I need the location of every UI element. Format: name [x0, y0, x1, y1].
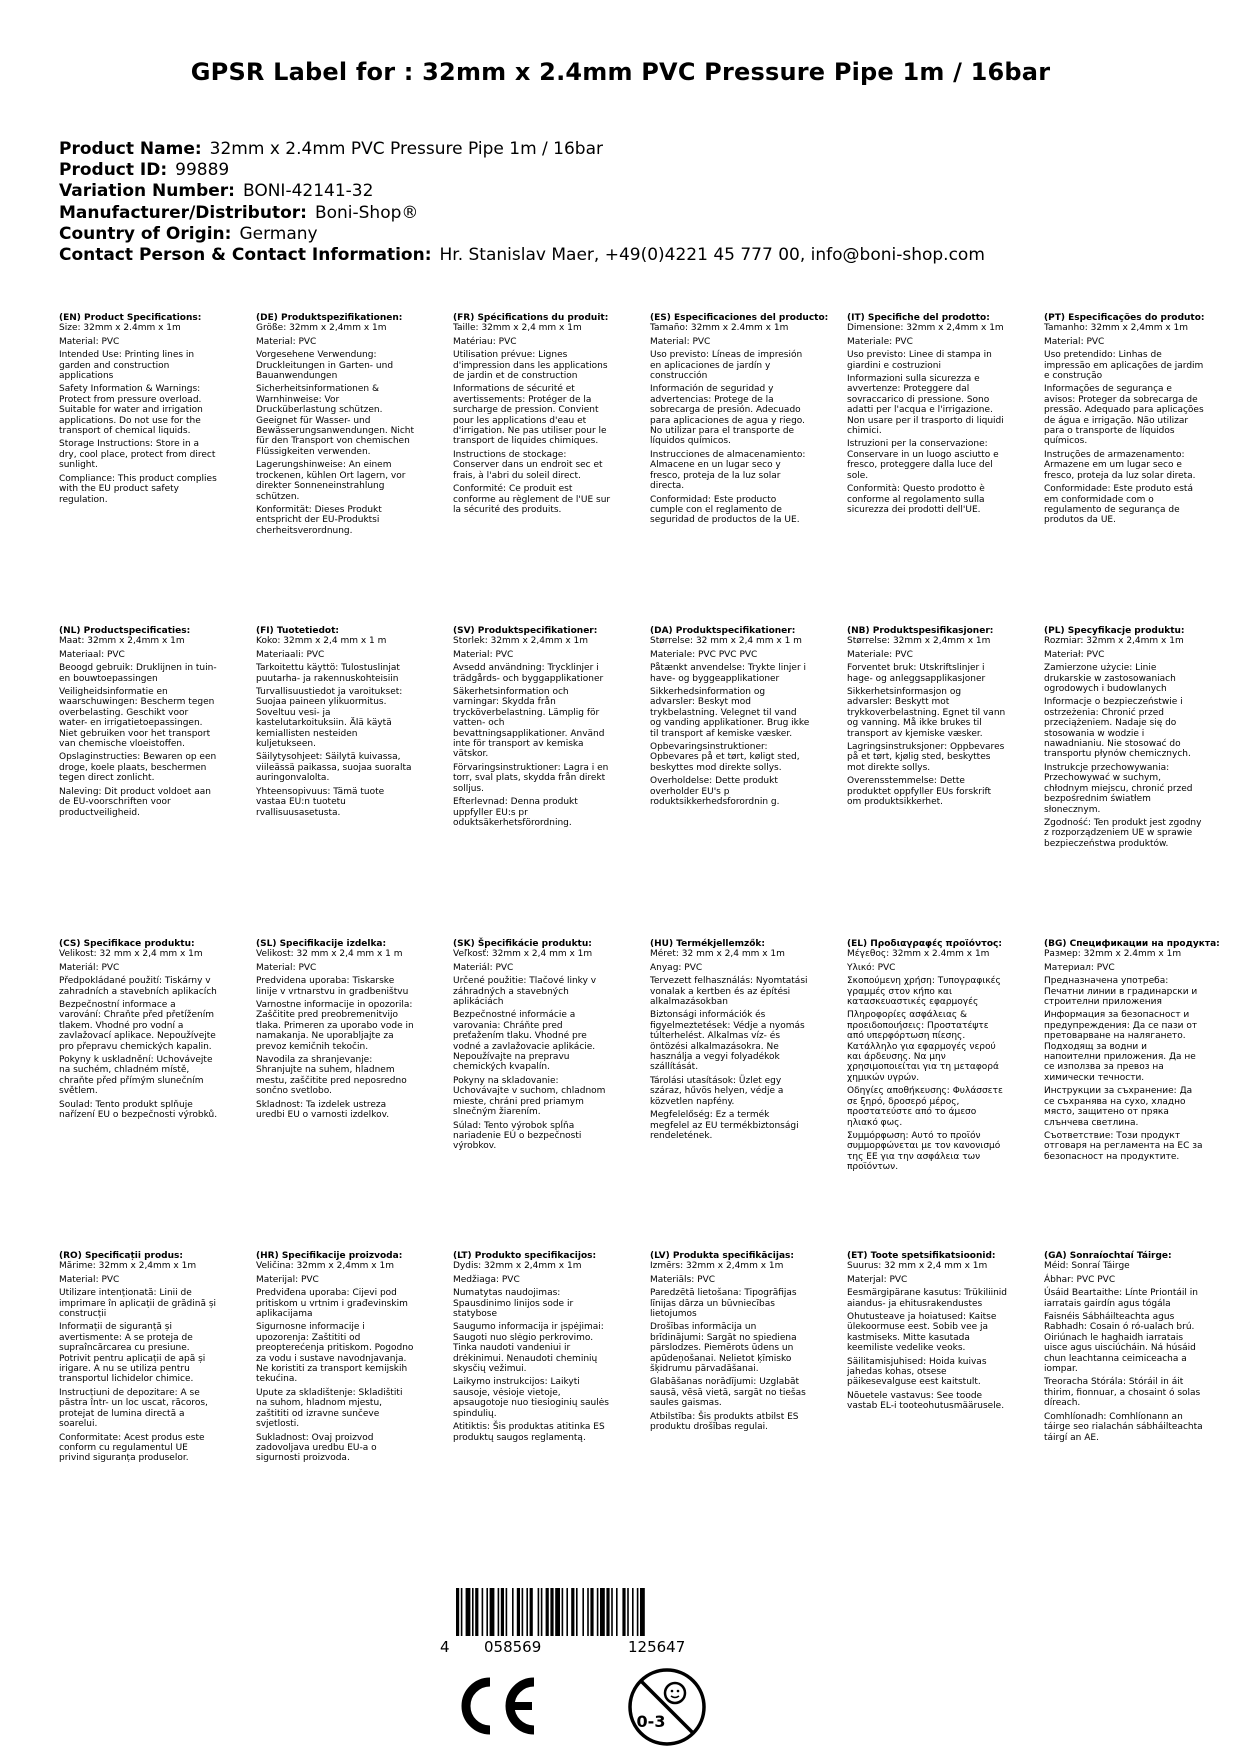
barcode-bar: [562, 1588, 564, 1636]
spec-line: Größe: 32mm x 2,4mm x 1m: [256, 323, 387, 334]
spec-line: Glabāšanas norādījumi: Uzglabāt sausā, vēsā vietā, sargāt no tiešas saules gaismas.: [650, 1377, 806, 1409]
spec-line: Material: PVC: [650, 336, 711, 347]
barcode-bar: [541, 1588, 543, 1636]
product-name-row: [59, 139, 985, 160]
spec-line: Veličina: 32mm x 2,4mm x 1m: [256, 1261, 394, 1272]
spec-line: Материал: PVC: [1044, 962, 1115, 973]
spec-line: Material: PVC: [256, 962, 317, 973]
spec-line: Materiale: PVC: [847, 336, 913, 347]
spec-line: Istruzioni per la conservazione: Conservare in un luogo asciutto e fresco, proteggere dalla luce del sole.: [847, 439, 999, 481]
barcode-bar: [512, 1588, 514, 1636]
spec-line: Material: PVC: [59, 1274, 120, 1285]
spec-block: [1044, 626, 1204, 852]
spec-heading: (NL) Productspecificaties:: [59, 626, 191, 636]
ce-mark-icon: [452, 1676, 538, 1736]
barcode-bar: [622, 1588, 625, 1636]
spec-line: Materijal: PVC: [256, 1274, 319, 1285]
product-id-label: Product ID:: [59, 160, 168, 181]
spec-line: Anyag: PVC: [650, 962, 703, 973]
spec-line: Veľkosť: 32mm x 2,4 mm x 1m: [453, 949, 593, 960]
barcode-bar: [546, 1588, 549, 1636]
spec-block: [59, 313, 219, 508]
manufacturer-label: Manufacturer/Distributor:: [59, 202, 307, 223]
spec-line: Yhteensopivuus: Tämä tuote vastaa EU:n tuotetu rvallisuusasetusta.: [256, 786, 385, 818]
spec-block: [1044, 1251, 1204, 1446]
barcode-bar: [506, 1588, 508, 1636]
spec-block: [650, 1251, 810, 1436]
spec-block: [650, 939, 810, 1144]
spec-line: Upute za skladištenje: Skladištiti na suhom, hladnom mjestu, zaštititi od izravne sunčeve svjetlosti.: [256, 1387, 403, 1430]
spec-line: Overensstemmelse: Dette produktet oppfyller EUs forskrift om produktsikkerhet.: [847, 776, 992, 808]
spec-line: Instrucciones de almacenamiento: Almacene en un lugar seco y fresco, proteja de la luz solar directa.: [650, 449, 806, 492]
spec-line: Materiale: PVC PVC PVC: [650, 649, 758, 660]
spec-line: Předpokládané použití: Tiskárny v zahradních a stavebních aplikacích: [59, 976, 217, 997]
spec-line: Materiál: PVC: [453, 962, 514, 973]
spec-heading: (EN) Product Specifications:: [59, 313, 202, 323]
spec-heading: (FR) Spécifications du produit:: [453, 313, 609, 323]
product-name-label: Product Name:: [59, 139, 202, 159]
spec-line: Utilisation prévue: Lignes d'impression dans les applications de jardin et de construction: [453, 350, 608, 382]
barcode-digits-left: 058569: [484, 1638, 542, 1656]
barcode-bar: [627, 1588, 629, 1636]
spec-line: Lagerungshinweise: An einem trockenen, kühlen Ort lagern, vor direkter Sonneneinstrahlung schützen.: [256, 460, 406, 502]
spec-line: Intended Use: Printing lines in garden and construction applications: [59, 350, 195, 382]
spec-line: Conformidad: Este producto cumple con el reglamento de seguridad de productos de la UE.: [650, 494, 800, 526]
barcode-bar: [566, 1588, 568, 1636]
spec-line: Säilitamisjuhised: Hoida kuivas jahedas kohas, otsese päikesevalguse eest kaitstult.: [847, 1356, 987, 1388]
spec-line: Naleving: Dit product voldoet aan de EU-voorschriften voor productveiligheid.: [59, 786, 211, 818]
spec-heading: (ES) Especificaciones del producto:: [650, 313, 829, 323]
contact-value: Hr. Stanislav Maer, +49(0)4221 45 777 00, info@boni-shop.com: [439, 245, 985, 266]
barcode-bar: [576, 1588, 578, 1636]
spec-block: [453, 939, 613, 1155]
spec-heading: (FI) Tuotetiedot:: [256, 626, 340, 636]
spec-line: Velikost: 32 mm x 2,4 mm x 1 m: [256, 949, 403, 960]
spec-line: Saugumo informacija ir įspėjimai: Saugoti nuo slėgio perkrovimo. Tinka naudoti vandeniui ir drėkinimui. Nenaudoti cheminių skysčių vežimui.: [453, 1322, 604, 1375]
barcode-bar: [538, 1588, 540, 1636]
spec-line: Säkerhetsinformation och varningar: Skydda från trycköverbelastning. Lämplig för vatten- och bevattningsapplikationer. Använd inte för transport av kemiska vätskor.: [453, 687, 605, 760]
spec-line: Informații de siguranță și avertismente: A se proteja de supraîncărcarea cu presiune. Potrivit pentru aplicații de apă și irigare. A nu se utiliza pentru transportul lichidelor chimice.: [59, 1322, 206, 1385]
spec-line: Izmērs: 32mm x 2,4mm x 1m: [650, 1261, 784, 1272]
spec-line: Instrucțiuni de depozitare: A se păstra într- un loc uscat, răcoros, protejat de lumina directă a soarelui.: [59, 1387, 208, 1430]
spec-line: Navodila za shranjevanje: Shranjujte na suhem, hladnem mestu, zaščitite pred neposredno sončno svetlobo.: [256, 1055, 407, 1097]
spec-heading: (BG) Спецификации на продукта:: [1044, 939, 1220, 949]
spec-line: Materiaali: PVC: [256, 649, 325, 660]
spec-heading: (GA) Sonraíochtaí Táirge:: [1044, 1251, 1172, 1261]
spec-line: Dydis: 32mm x 2,4mm x 1m: [453, 1261, 582, 1272]
barcode-digit-prefix: 4: [440, 1638, 450, 1656]
spec-block: [59, 939, 219, 1124]
barcode-bar: [526, 1588, 528, 1636]
spec-line: Treoracha Stórála: Stóráil in áit thirim, fionnuar, a chosaint ó solas díreach.: [1044, 1377, 1201, 1409]
barcode-bar: [472, 1588, 474, 1636]
spec-block: [650, 626, 810, 811]
spec-line: Méret: 32 mm x 2,4 mm x 1m: [650, 949, 785, 960]
barcode-bar: [640, 1588, 645, 1636]
product-id-value: 99889: [175, 160, 230, 181]
barcode-bar: [466, 1588, 471, 1636]
spec-line: Overholdelse: Dette produkt overholder EU's p roduktsikkerhedsforordnin g.: [650, 776, 780, 808]
spec-line: Beoogd gebruik: Druklijnen in tuin- en bouwtoepassingen: [59, 663, 217, 684]
spec-line: Informations de sécurité et avertissements: Protéger de la surcharge de pression. Convient pour les applications d'eau et d'irrigation. Ne pas utiliser pour le transport de liquides chimiques.: [453, 384, 607, 447]
spec-heading: (EL) Προδιαγραφές προϊόντος:: [847, 939, 1002, 949]
spec-line: Storlek: 32mm x 2,4mm x 1m: [453, 636, 589, 647]
spec-block: [650, 313, 829, 529]
spec-line: Safety Information & Warnings: Protect from pressure overload. Suitable for water and irrigation applications. Do not use for the transport of chemical liquids.: [59, 384, 203, 437]
spec-line: Material: PVC: [256, 336, 317, 347]
spec-line: Съответствие: Този продукт отговаря на регламента на ЕС за безопасност на продуктите.: [1044, 1130, 1203, 1162]
spec-line: Maat: 32mm x 2,4mm x 1m: [59, 636, 185, 647]
spec-line: Pokyny k uskladnění: Uchovávejte na suchém, chladném místě, chraňte před přímým slunečním světlem.: [59, 1055, 213, 1097]
barcode-bar: [597, 1588, 599, 1636]
spec-line: Размер: 32mm x 2.4mm x 1m: [1044, 949, 1182, 960]
barcode-bar: [475, 1588, 478, 1636]
spec-line: Storage Instructions: Store in a dry, cool place, protect from direct sunlight.: [59, 439, 216, 471]
spec-line: Vorgesehene Verwendung: Druckleitungen in Garten- und Bauanwendungen: [256, 350, 394, 382]
variation-number-label: Variation Number:: [59, 181, 235, 202]
spec-line: Συμμόρφωση: Αυτό το προϊόν συμμορφώνεται με τον κανονισμό της ΕΕ για την ασφάλεια των προϊόντων.: [847, 1130, 1001, 1173]
spec-line: Предназначена употреба: Печатни линии в градинарски и строителни приложения: [1044, 976, 1198, 1008]
spec-line: Sikkerhedsinformation og advarsler: Beskyt mod trykbelastning. Velegnet til vand og vanding applikationer. Brug ikke til transport af kemiske væsker.: [650, 687, 810, 739]
country-of-origin-label: Country of Origin:: [59, 223, 232, 244]
barcode-bar: [456, 1588, 459, 1636]
barcode-bar: [498, 1588, 500, 1636]
spec-line: Οδηγίες αποθήκευσης: Φυλάσσετε σε ξηρό, δροσερό μέρος, προστατεύστε από το άμεσο ηλιακό φως.: [847, 1086, 1003, 1128]
spec-heading: (RO) Specificații produs:: [59, 1251, 183, 1261]
spec-line: Nõuetele vastavus: See toode vastab EL-i tooteohutusmäärusele.: [847, 1390, 1005, 1412]
spec-block: [453, 626, 613, 831]
spec-heading: (LT) Produkto specifikacijos:: [453, 1251, 597, 1261]
spec-line: Σκοπούμενη χρήση: Τυπογραφικές γραμμές στον κήπο και κατασκευαστικές εφαρμογές: [847, 976, 1001, 1008]
spec-line: Materiaal: PVC: [59, 649, 125, 660]
barcode-bar: [632, 1588, 634, 1636]
barcode-bar: [530, 1588, 533, 1636]
spec-line: Πληροφορίες ασφάλειας & προειδοποιήσεις: Προστατέψτε από υπερφόρτωση πίεσης. Κατάλληλο για εφαρμογές νερού και άρδευσης. Να μην χρησιμοποιείται για τη μεταφορά χημικών υγρών.: [847, 1010, 999, 1083]
spec-block: [1044, 939, 1220, 1165]
spec-line: Pokyny na skladovanie: Uchovávajte v suchom, chladnom mieste, chráni pred priamym slnečným žiarením.: [453, 1075, 606, 1118]
spec-line: Tárolási utasítások: Üzlet egy száraz, hűvös helyen, védje a közvetlen napfény.: [650, 1075, 784, 1107]
spec-block: [256, 626, 416, 821]
spec-line: Mărime: 32mm x 2,4mm x 1m: [59, 1261, 197, 1272]
spec-line: Utilizare intenționată: Linii de imprimare în aplicații de grădină și construcții: [59, 1288, 217, 1320]
spec-line: Laikymo instrukcijos: Laikyti sausoje, vėsioje vietoje, apsaugotoje nuo tiesioginių saulės spindulių.: [453, 1377, 609, 1419]
spec-line: Súlad: Tento výrobok spĺňa nariadenie EÚ o bezpečnosti výrobkov.: [453, 1120, 582, 1152]
spec-line: Paredzētā lietošana: Tipogrāfijas līnijas dārza un būvniecības lietojumos: [650, 1288, 797, 1320]
spec-line: Úsáid Beartaithe: Línte Priontáil in iarratais gairdín agus tógála: [1044, 1288, 1198, 1309]
spec-line: Koko: 32mm x 2,4 mm x 1 m: [256, 636, 387, 647]
spec-line: Určené použitie: Tlačové linky v záhradných a stavebných aplikáciách: [453, 976, 597, 1008]
spec-line: Conformité: Ce produit est conforme au règlement de l'UE sur la sécurité des produits.: [453, 484, 611, 515]
spec-line: Ábhar: PVC PVC: [1044, 1274, 1116, 1285]
spec-line: Faisnéis Sábháilteachta agus Rabhadh: Cosain ó ró-ualach brú. Oiriúnach le haghaidh iarratais uisce agus uisciúcháin. Ná húsáid chun leachtanna ceimiceacha a iompar.: [1044, 1312, 1196, 1375]
spec-line: Atbilstība: Šis produkts atbilst ES produktu drošības regulai.: [650, 1411, 799, 1433]
barcode-bar: [616, 1588, 618, 1636]
spec-line: Velikost: 32 mm x 2,4 mm x 1m: [59, 949, 203, 960]
barcode-bar: [555, 1588, 560, 1636]
spec-line: Materiál: PVC: [59, 962, 120, 973]
spec-block: [256, 313, 416, 539]
spec-line: Informazioni sulla sicurezza e avvertenze: Proteggere dal sovraccarico di pressione. Sono adatti per l'acqua e l'irrigazione. Non usare per il trasporto di liquidi chimici.: [847, 374, 1004, 437]
spec-block: [59, 1251, 219, 1467]
barcode-bar: [590, 1588, 593, 1636]
spec-line: Predviđena uporaba: Cijevi pod pritiskom u vrtnim i građevinskim aplikacijama: [256, 1288, 408, 1320]
spec-line: Lagringsinstruksjoner: Oppbevares på et tørt, kjølig sted, beskyttes mot direkte sollys.: [847, 742, 1005, 773]
spec-line: Materiał: PVC: [1044, 649, 1105, 660]
spec-line: Predvidena uporaba: Tiskarske linije v vrtnarstvu in gradbeništvu: [256, 976, 409, 997]
spec-block: [847, 626, 1007, 811]
spec-line: Förvaringsinstruktioner: Lagra i en torr, sval plats, skydda från direkt solljus.: [453, 762, 609, 794]
manufacturer-value: Boni-Shop®: [314, 202, 419, 223]
spec-heading: (PT) Especificações do produto:: [1044, 313, 1205, 323]
barcode-bar: [582, 1588, 584, 1636]
age-warning-label: 0-3: [636, 1712, 666, 1731]
barcode-bar: [501, 1588, 504, 1636]
spec-line: Conformidade: Este produto está em conformidade com o regulamento de segurança de produtos da UE.: [1044, 484, 1193, 526]
spec-line: Material: PVC: [453, 649, 514, 660]
spec-line: Matériau: PVC: [453, 336, 517, 347]
spec-line: Rozmiar: 32mm x 2,4mm x 1m: [1044, 636, 1184, 647]
spec-line: Tamaño: 32mm x 2.4mm x 1m: [650, 323, 789, 334]
contact-row: [59, 245, 985, 266]
spec-heading: (DA) Produktspecifikationer:: [650, 626, 796, 636]
spec-line: Size: 32mm x 2.4mm x 1m: [59, 323, 181, 334]
barcode-bar: [461, 1588, 463, 1636]
spec-line: Informações de segurança e avisos: Proteger da sobrecarga de pressão. Adequado para aplicações de água e irrigação. Não utilizar para o transporte de líquidos químicos.: [1044, 384, 1204, 447]
spec-line: Conformitate: Acest produs este conform cu regulamentul UE privind siguranța produselor.: [59, 1432, 205, 1464]
spec-line: Uso pretendido: Linhas de impressão em aplicações de jardim e construção: [1044, 350, 1204, 382]
barcode-bar: [611, 1588, 613, 1636]
spec-line: Skladnost: Ta izdelek ustreza uredbi EU o varnosti izdelkov.: [256, 1099, 390, 1121]
product-id-row: [59, 160, 985, 181]
spec-line: Sikkerhetsinformasjon og advarsler: Beskytt mot trykkoverbelastning. Egnet til vann og vanning. Må ikke brukes til transport av kjemiske væsker.: [847, 687, 1006, 739]
spec-line: Säilytysohjeet: Säilytä kuivassa, viileässä paikassa, suojaa suoralta auringonvalolta.: [256, 752, 412, 784]
spec-line: Tamanho: 32mm x 2,4mm x 1m: [1044, 323, 1189, 334]
spec-line: Uso previsto: Linee di stampa in giardini e costruzioni: [847, 350, 992, 371]
spec-line: Tervezett felhasználás: Nyomtatási vonalak a kertben és az építési alkalmazásokban: [650, 976, 808, 1008]
spec-heading: (SK) Špecifikácie produktu:: [453, 939, 592, 949]
spec-line: Zgodność: Ten produkt jest zgodny z rozporządzeniem UE w sprawie bezpieczeństwa produktów.: [1044, 817, 1202, 849]
spec-line: Størrelse: 32 mm x 2,4 mm x 1 m: [650, 636, 802, 647]
spec-line: Uso previsto: Líneas de impresión en aplicaciones de jardín y construcción: [650, 350, 803, 382]
spec-line: Instruções de armazenamento: Armazene em um lugar seco e fresco, proteja da luz solar direta.: [1044, 449, 1196, 481]
barcode-digits-right: 125647: [628, 1638, 686, 1656]
spec-block: [453, 1251, 613, 1446]
spec-line: Materiale: PVC: [847, 649, 913, 660]
spec-line: Påtænkt anvendelse: Trykte linjer i have- og byggeapplikationer: [650, 663, 807, 684]
spec-line: Μέγεθος: 32mm x 2.4mm x 1m: [847, 949, 990, 960]
barcode-bar: [486, 1588, 488, 1636]
spec-line: Informacje o bezpieczeństwie i ostrzeżenia: Chronić przed przeciążeniem. Nadaje się do stosowania w wodzie i nawadnianiu. Nie stosować do transportu płynów chemicznych.: [1044, 697, 1191, 760]
spec-line: Efterlevnad: Denna produkt uppfyller EU:s pr oduktsäkerhetsförordning.: [453, 797, 578, 828]
spec-block: [256, 1251, 416, 1467]
spec-line: Instructions de stockage: Conserver dans un endroit sec et frais, à l'abri du soleil direct.: [453, 449, 603, 481]
spec-line: Υλικό: PVC: [847, 962, 896, 973]
barcode: [440, 1588, 738, 1638]
spec-heading: (HR) Specifikacije proizvoda:: [256, 1251, 403, 1261]
spec-line: Atitiktis: Šis produktas atitinka ES produktų saugos reglamentą.: [453, 1422, 605, 1443]
spec-line: Conformità: Questo prodotto è conforme al regolamento sulla sicurezza dei prodotti dell'UE.: [847, 484, 985, 515]
spec-line: Instrukcje przechowywania: Przechowywać w suchym, chłodnym miejscu, chronić przed bezpośrednim światłem słonecznym.: [1044, 762, 1193, 815]
spec-heading: (IT) Specifiche del prodotto:: [847, 313, 990, 323]
variation-number-row: [59, 181, 985, 202]
spec-line: Drošības informācija un brīdinājumi: Sargāt no spiediena pārslodzes. Piemērots ūdens un apūdeņošanai. Nelietot ķīmisko šķidrumu pārvadāšanai.: [650, 1322, 797, 1375]
spec-line: Material: PVC: [59, 336, 120, 347]
spec-block: [453, 313, 613, 518]
spec-line: Инструкции за съхранение: Да се съхранява на сухо, хладно място, защитено от пряка слънчева светлина.: [1044, 1086, 1193, 1128]
spec-line: Biztonsági információk és figyelmeztetések: Védje a nyomás túlterhelést. Alkalmas víz- és öntözési alkalmazásokra. Ne használja a vegyi folyadékok szállítását.: [650, 1010, 805, 1073]
country-of-origin-value: Germany: [239, 223, 318, 244]
barcode-bar: [600, 1588, 605, 1636]
spec-line: Turvallisuustiedot ja varoitukset: Suojaa paineen ylikuormitus. Soveltuu vesi- ja kastelutarkoituksiin. Älä käytä kemiallisten nesteiden kuljetukseen.: [256, 687, 403, 750]
spec-heading: (LV) Produkta specifikācijas:: [650, 1251, 794, 1261]
barcode-bar: [517, 1588, 520, 1636]
spec-heading: (ET) Toote spetsifikatsioonid:: [847, 1251, 996, 1261]
manufacturer-row: [59, 203, 985, 224]
not-suitable-under-3-icon: [625, 1665, 709, 1749]
spec-heading: (HU) Termékjellemzők:: [650, 939, 766, 949]
spec-line: Sicherheitsinformationen & Warnhinweise: Vor Drucküberlastung schützen. Geeignet für Wasser- und Bewässerungsanwendungen. Nicht für den Transport von chemischen Flüssigkeiten verwenden.: [256, 384, 415, 457]
spec-line: Dimensione: 32mm x 2,4mm x 1m: [847, 323, 1004, 334]
country-of-origin-row: [59, 224, 985, 245]
spec-line: Materiāls: PVC: [650, 1274, 716, 1285]
spec-line: Ohutusteave ja hoiatused: Kaitse ülekoormuse eest. Sobib vee ja kastmiseks. Mitte kasutada keemiliste vedelike veoks.: [847, 1312, 997, 1354]
spec-line: Tarkoitettu käyttö: Tulostuslinjat puutarha- ja rakennuskohteisiin: [256, 663, 400, 684]
barcode-bar: [550, 1588, 553, 1636]
spec-line: Størrelse: 32mm x 2,4mm x 1m: [847, 636, 991, 647]
spec-block: [59, 626, 219, 821]
product-name-value: 32mm x 2.4mm PVC Pressure Pipe 1m / 16bar: [209, 139, 603, 159]
spec-line: Opbevaringsinstruktioner: Opbevares på et tørt, køligt sted, beskyttes mod direkte sollys.: [650, 742, 800, 773]
barcode-bar: [587, 1588, 589, 1636]
spec-line: Soulad: Tento produkt splňuje nařízení EU o bezpečnosti výrobků.: [59, 1099, 218, 1121]
spec-heading: (SV) Produktspecifikationer:: [453, 626, 598, 636]
spec-line: Информация за безопасност и предупреждения: Да се пази от претоварване на налягането. Подходящ за водни и напоителни приложения. Да не се използва за превоз на химически течности.: [1044, 1010, 1198, 1083]
spec-block: [847, 1251, 1007, 1415]
contact-label: Contact Person & Contact Information:: [59, 245, 432, 266]
spec-line: Méid: Sonraí Táirge: [1044, 1261, 1130, 1272]
spec-block: [256, 939, 416, 1124]
page-title: GPSR Label for : 32mm x 2.4mm PVC Pressure Pipe 1m / 16bar: [190, 58, 1051, 86]
spec-line: Varnostne informacije in opozorila: Zaščitite pred preobremenitvijo tlaka. Primeren za uporabo vode in namakanja. Ne uporabljajte za prevoz kemičnih tekočin.: [256, 1000, 414, 1052]
spec-line: Sukladnost: Ovaj proizvod zadovoljava uredbu EU-a o sigurnosti proizvoda.: [256, 1432, 377, 1464]
spec-block: [1044, 313, 1204, 529]
barcode-bar: [490, 1588, 495, 1636]
barcode-bar: [482, 1588, 484, 1636]
spec-line: Información de seguridad y advertencias: Protege de la sobrecarga de presión. Adecuado para aplicaciones de agua y riego. No utilizar para el transporte de líquidos químicos.: [650, 384, 806, 447]
spec-line: Material: PVC: [1044, 336, 1105, 347]
spec-line: Medžiaga: PVC: [453, 1274, 520, 1285]
spec-line: Zamierzone użycie: Linie drukarskie w zastosowaniach ogrodowych i budowlanych: [1044, 663, 1176, 695]
spec-block: [847, 939, 1007, 1176]
variation-number-value: BONI-42141-32: [242, 181, 374, 202]
spec-line: Bezpečnostní informace a varování: Chraňte před přetížením tlakem. Vhodné pro vodní a zavlažovací aplikace. Nepoužívejte pro přepravu chemických kapalin.: [59, 1000, 216, 1052]
spec-line: Materjal: PVC: [847, 1274, 908, 1285]
barcode-bar: [606, 1588, 609, 1636]
spec-line: Sigurnosne informacije i upozorenja: Zaštititi od preopterećenja pritiskom. Pogodno za vodu i sustave navodnjavanja. Ne koristiti za transport kemijskih tekućina.: [256, 1322, 414, 1385]
spec-line: Megfelelőség: Ez a termék megfelel az EU termékbiztonsági rendeletének.: [650, 1110, 799, 1141]
spec-line: Comhlíonadh: Comhlíonann an táirge seo rialachán sábháilteachta táirgí an AE.: [1044, 1411, 1203, 1443]
spec-line: Konformität: Dieses Produkt entspricht der EU-Produktsi cherheitsverordnung.: [256, 504, 382, 536]
spec-line: Avsedd användning: Trycklinjer i trädgårds- och byggapplikationer: [453, 663, 604, 684]
spec-line: Bezpečnostné informácie a varovania: Chráňte pred preťažením tlaku. Vhodné pre vodné a zavlažovacie aplikácie. Nepoužívajte na prepravu chemických kvapalín.: [453, 1010, 596, 1073]
spec-line: Numatytas naudojimas: Spausdinimo linijos sode ir statybose: [453, 1288, 574, 1320]
spec-heading: (DE) Produktspezifikationen:: [256, 313, 403, 323]
barcode-bar: [522, 1588, 524, 1636]
spec-line: Taille: 32mm x 2,4 mm x 1m: [453, 323, 582, 334]
spec-block: [847, 313, 1007, 518]
spec-line: Compliance: This product complies with the EU product safety regulation.: [59, 473, 217, 505]
spec-heading: (SL) Specifikacije izdelka:: [256, 939, 387, 949]
spec-heading: (PL) Specyfikacje produktu:: [1044, 626, 1185, 636]
spec-line: Suurus: 32 mm x 2,4 mm x 1m: [847, 1261, 988, 1272]
spec-line: Eesmärgipärane kasutus: Trükiliinid aiandus- ja ehitusrakendustes: [847, 1288, 1007, 1309]
barcode-bar: [637, 1588, 639, 1636]
product-info: [59, 139, 985, 266]
spec-heading: (CS) Specifikace produktu:: [59, 939, 195, 949]
spec-line: Forventet bruk: Utskriftslinjer i hage- og anleggsapplikasjoner: [847, 663, 986, 684]
spec-line: Opslaginstructies: Bewaren op een droge, koele plaats, beschermen tegen direct zonlicht.: [59, 752, 217, 784]
barcode-bar: [571, 1588, 574, 1636]
spec-line: Veiligheidsinformatie en waarschuwingen: Bescherm tegen overbelasting. Geschikt voor water- en irrigatietoepassingen. Niet gebruiken voor het transport van chemische vloeistoffen.: [59, 687, 215, 750]
spec-heading: (NB) Produktspesifikasjoner:: [847, 626, 994, 636]
